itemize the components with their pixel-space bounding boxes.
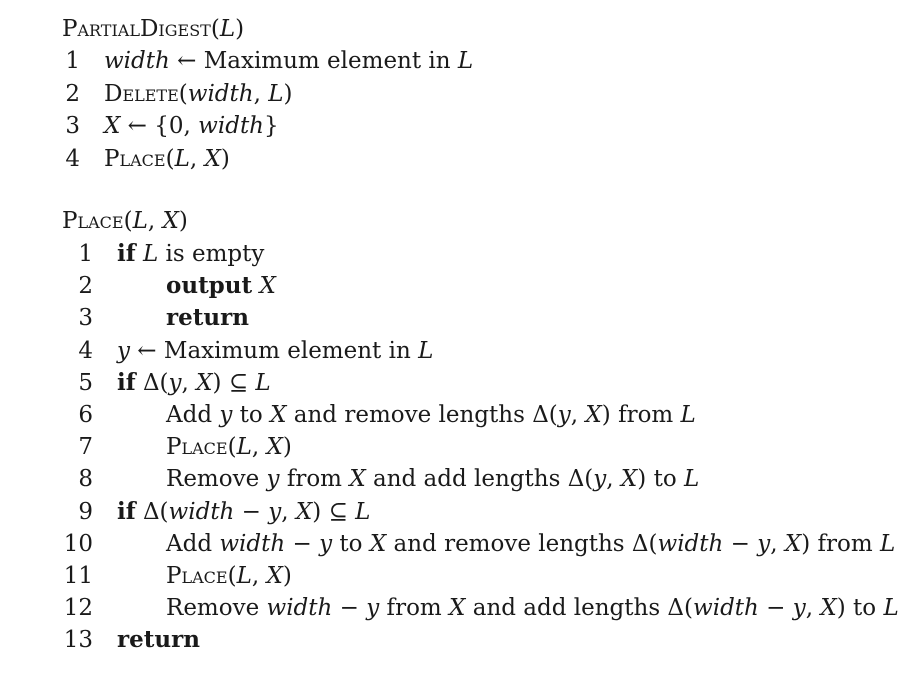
code-token: ) [283,80,293,107]
code-token: X [270,402,287,428]
code-token: if [117,240,136,267]
code-token: ← {0, [120,113,199,139]
line-code [166,592,899,624]
code-token: ← Maximum element in [169,48,458,74]
header-token: PartialDigest [62,16,211,42]
header-token: X [162,208,179,234]
header-token: , [147,208,163,234]
header-token: ( [123,208,133,234]
code-token: } [264,113,279,139]
code-token: Δ( [135,369,169,396]
code-token: L [236,563,252,589]
line-code [117,335,433,367]
code-token: ) ⊆ [212,369,256,396]
code-token: to [232,402,271,428]
line-code [104,45,473,77]
line-number: 12 [63,595,93,622]
line-code [117,624,200,656]
code-line [0,528,918,560]
line-number: 4 [65,145,80,172]
code-token: ) ⊆ [312,498,356,525]
code-token: , [251,563,267,589]
code-token: y [168,369,182,396]
code-token: y [219,402,233,428]
header-token: ) [235,16,245,42]
code-line [0,110,918,142]
line-number: 7 [78,434,93,461]
code-token: and add lengths Δ( [365,466,594,493]
partial-digest-header [62,14,244,44]
code-token: L [457,48,474,74]
code-token: ( [227,563,237,589]
code-token: y [117,337,130,364]
line-number: 3 [65,113,80,139]
line-number: 2 [65,80,80,107]
code-line [0,560,918,592]
code-token: y [268,498,282,525]
line-number: 4 [78,337,93,364]
code-token: ) [220,145,230,172]
code-line [0,238,918,270]
code-line [0,463,918,495]
line-code [104,143,230,175]
code-token: width [168,498,235,525]
place-header [62,206,188,236]
code-line [0,496,918,528]
code-token: ) to [637,466,684,493]
code-token: from [279,466,350,493]
code-token: width [187,80,254,107]
code-line [0,143,918,175]
code-token: − [723,530,758,557]
line-number: 5 [78,369,93,396]
code-token: Place [166,434,228,461]
code-token: Δ( [135,498,169,525]
code-line [0,431,918,463]
line-code [166,399,696,431]
code-token: Place [104,145,166,172]
code-token: , [189,145,205,172]
code-token: , [251,434,267,461]
code-token: L [142,241,159,267]
code-token: y [792,595,806,622]
line-number: 1 [78,241,93,267]
line-number: 2 [78,273,93,300]
code-token: is empty [158,241,265,267]
header-token: L [219,16,236,42]
line-code [166,270,276,302]
code-token: and remove lengths Δ( [286,402,558,428]
line-number: 10 [63,530,93,557]
code-token: L [418,337,434,364]
line-number: 1 [65,48,80,74]
code-token: Add [166,402,220,428]
line-number: 3 [78,305,93,332]
code-token: L [268,80,284,107]
code-token: width [219,530,286,557]
code-token: y [319,530,333,557]
code-token: y [557,402,571,428]
line-code [166,431,292,463]
code-token: ) [282,563,292,589]
code-token: ) from [601,402,681,428]
code-token: L [683,466,700,493]
code-token: y [593,466,607,493]
code-line [0,367,918,399]
code-token: ( [165,145,175,172]
code-token: − [332,595,367,622]
code-line [0,270,918,302]
code-token: − [758,595,793,622]
code-token: X [266,563,283,589]
code-line [0,624,918,656]
code-token: X [104,113,121,139]
code-token: width [657,530,724,557]
code-token: y [366,595,380,622]
code-token: , [181,369,197,396]
code-token: if [117,368,136,396]
code-token: X [820,595,837,622]
line-number: 13 [63,627,93,654]
line-number: 8 [78,466,93,493]
code-token: , [805,595,821,622]
code-token: L [680,402,696,428]
code-token: Delete [104,80,179,107]
line-code [166,302,249,334]
header-token: ) [178,208,188,234]
code-token: L [883,595,899,622]
code-token: L [355,498,371,525]
code-token: return [117,626,200,654]
code-token: Remove [166,466,267,493]
code-token: width [198,113,264,139]
code-token: output [166,272,253,300]
code-token: X [196,369,213,396]
code-token: return [166,304,249,332]
code-token: and remove lengths Δ( [386,530,658,557]
header-token: ( [210,16,220,42]
code-token: , [253,80,269,107]
code-token: X [266,434,283,461]
line-number: 9 [78,498,93,525]
code-token: Add [166,530,220,557]
code-token: X [369,530,387,557]
code-token: X [620,466,638,493]
line-code [117,238,264,270]
code-token: X [295,498,313,525]
code-token: if [117,497,136,525]
code-token: L [255,369,271,396]
header-token: Place [62,208,124,234]
code-token: L [174,145,190,172]
code-line [0,592,918,624]
code-token: X [349,466,366,493]
code-line [0,45,918,77]
code-token: X [449,595,466,622]
code-token [136,241,143,267]
code-token: , [570,402,586,428]
line-number: 11 [63,563,93,589]
code-token: L [880,530,896,557]
code-token: ) [282,434,292,461]
code-token: , [281,498,296,525]
code-token: ( [227,434,237,461]
code-token: width [104,48,170,74]
code-token: to [332,530,370,557]
code-token: ← Maximum element in [130,337,419,364]
code-token: width [266,595,333,622]
code-token: , [770,530,785,557]
code-token: X [204,145,221,172]
code-token: ) to [836,595,884,622]
code-token: y [757,530,771,557]
code-token: X [784,530,802,557]
code-token: y [266,466,280,493]
line-code [117,367,271,399]
code-token: − [234,498,269,525]
line-code [104,110,279,142]
code-token: X [259,273,276,300]
code-token: and add lengths Δ( [465,595,694,622]
code-token: width [693,595,759,622]
line-code [117,496,370,528]
code-line [0,302,918,334]
line-code [166,560,292,592]
code-token: − [285,530,320,557]
code-token: Remove [166,595,267,622]
code-line [0,335,918,367]
code-line [0,399,918,431]
line-number: 6 [78,402,93,428]
code-token: from [379,595,450,622]
code-line [0,78,918,110]
code-token: L [236,434,252,461]
line-code [166,528,895,560]
code-token: ( [178,80,188,107]
line-code [166,463,699,495]
line-code [104,78,292,110]
header-token: L [132,208,148,234]
code-token: ) from [801,530,881,557]
code-token: X [585,402,602,428]
code-token: , [606,466,621,493]
code-token: Place [166,563,228,589]
